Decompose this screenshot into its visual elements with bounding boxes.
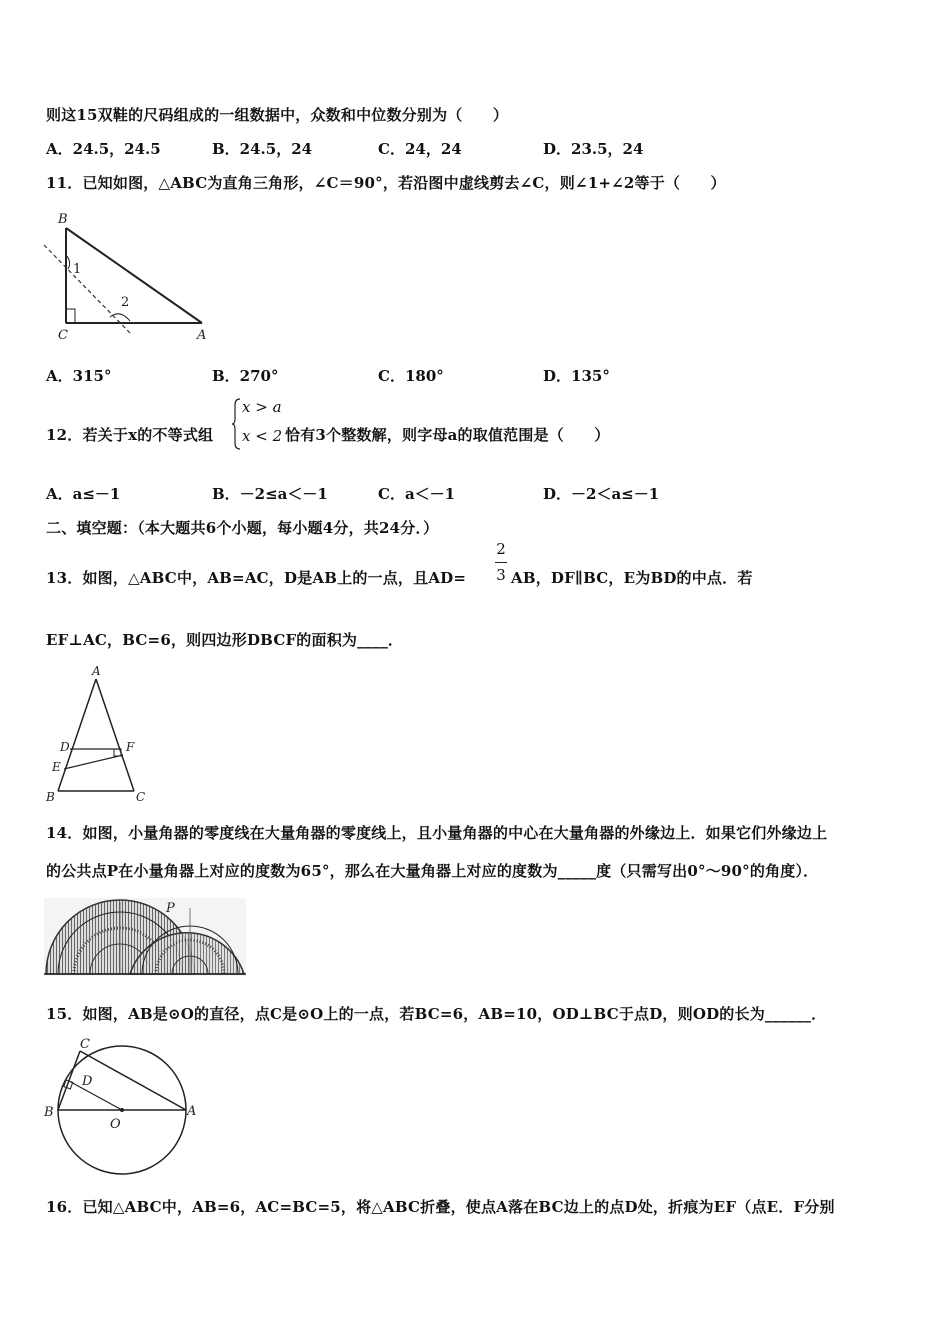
q10-stem: 则这15双鞋的尺码组成的一组数据中，众数和中位数分别为（ ） (46, 106, 509, 124)
q13-label-e: E (52, 760, 61, 774)
q12-option-b: B．－2≤a＜－1 (212, 485, 328, 503)
q10-option-c: C．24，24 (378, 140, 462, 158)
q12-option-a: A．a≤－1 (46, 485, 121, 503)
q13-stem-post: AB，DF∥BC，E为BD的中点．若 (511, 569, 753, 587)
q10-option-b: B．24.5，24 (212, 140, 313, 158)
q13-label-d: D (60, 740, 70, 754)
q12-system-line-2: x < 2 (242, 427, 283, 445)
q15-label-a: A (187, 1104, 197, 1119)
q13-label-c: C (136, 790, 146, 803)
q10-option-d: D．23.5，24 (543, 140, 644, 158)
section-2-heading: 二、填空题：（本大题共6个小题，每小题4分，共24分．） (46, 519, 439, 537)
q15-label-b: B (44, 1105, 54, 1120)
q11-option-c: C．180° (378, 367, 444, 385)
q14-stem-1: 14．如图，小量角器的零度线在大量角器的零度线上，且小量角器的中心在大量角器的外缘边上．如果它们外缘边上 (46, 824, 828, 842)
q13-fraction-denominator: 3 (496, 566, 506, 584)
q11-option-d: D．135° (543, 367, 610, 385)
q10-option-a: A．24.5，24.5 (46, 140, 161, 158)
q12-option-c: C．a＜－1 (378, 485, 456, 503)
q15-label-c: C (80, 1037, 90, 1052)
q11-option-a: A．315° (46, 367, 112, 385)
q12-option-d: D．－2＜a≤－1 (543, 485, 660, 503)
q11-triangle-figure (40, 205, 220, 345)
q11-label-a: A (197, 328, 207, 343)
q13-label-f: F (126, 740, 135, 754)
q12-system-line-1: x > a (242, 398, 282, 416)
q11-label-c: C (58, 328, 68, 343)
q15-stem: 15．如图，AB是⊙O的直径，点C是⊙O上的一点，若BC=6，AB=10，OD⊥BC于点D，则OD的长为______． (46, 1005, 827, 1023)
q11-label-1: 1 (73, 262, 82, 277)
q11-label-b: B (58, 212, 68, 227)
q13-label-b: B (46, 790, 55, 803)
q12-stem-post: 恰有3个整数解，则字母a的取值范围是（ ） (285, 426, 610, 444)
q14-protractors-figure (44, 898, 246, 976)
q13-fraction-bar (495, 562, 507, 563)
q13-fraction-numerator: 2 (496, 540, 506, 558)
q15-circle-figure (40, 1035, 200, 1177)
q11-stem: 11．已知如图，△ABC为直角三角形，∠C＝90°，若沿图中虚线剪去∠C，则∠1+∠2等于（ ） (46, 174, 726, 192)
q11-option-b: B．270° (212, 367, 279, 385)
q15-label-o: O (110, 1117, 121, 1132)
q15-label-d: D (82, 1074, 93, 1089)
q11-label-2: 2 (121, 295, 130, 310)
q16-stem: 16．已知△ABC中，AB=6，AC=BC=5，将△ABC折叠，使点A落在BC边上的点D处，折痕为EF（点E．F分别 (46, 1198, 835, 1216)
q13-triangle-figure (42, 663, 152, 803)
q12-stem-pre: 12．若关于x的不等式组 (46, 426, 214, 444)
q13-stem-pre: 13．如图，△ABC中，AB=AC，D是AB上的一点，且AD= (46, 569, 467, 587)
q14-label-p: P (166, 901, 175, 916)
q13-label-a: A (92, 664, 101, 678)
q12-brace (231, 397, 241, 451)
q14-stem-2: 的公共点P在小量角器上对应的度数为65°，那么在大量角器上对应的度数为_____度（只需写出0°～90°的角度）． (46, 862, 819, 880)
q13-stem-2: EF⊥AC，BC=6，则四边形DBCF的面积为____． (46, 631, 404, 649)
